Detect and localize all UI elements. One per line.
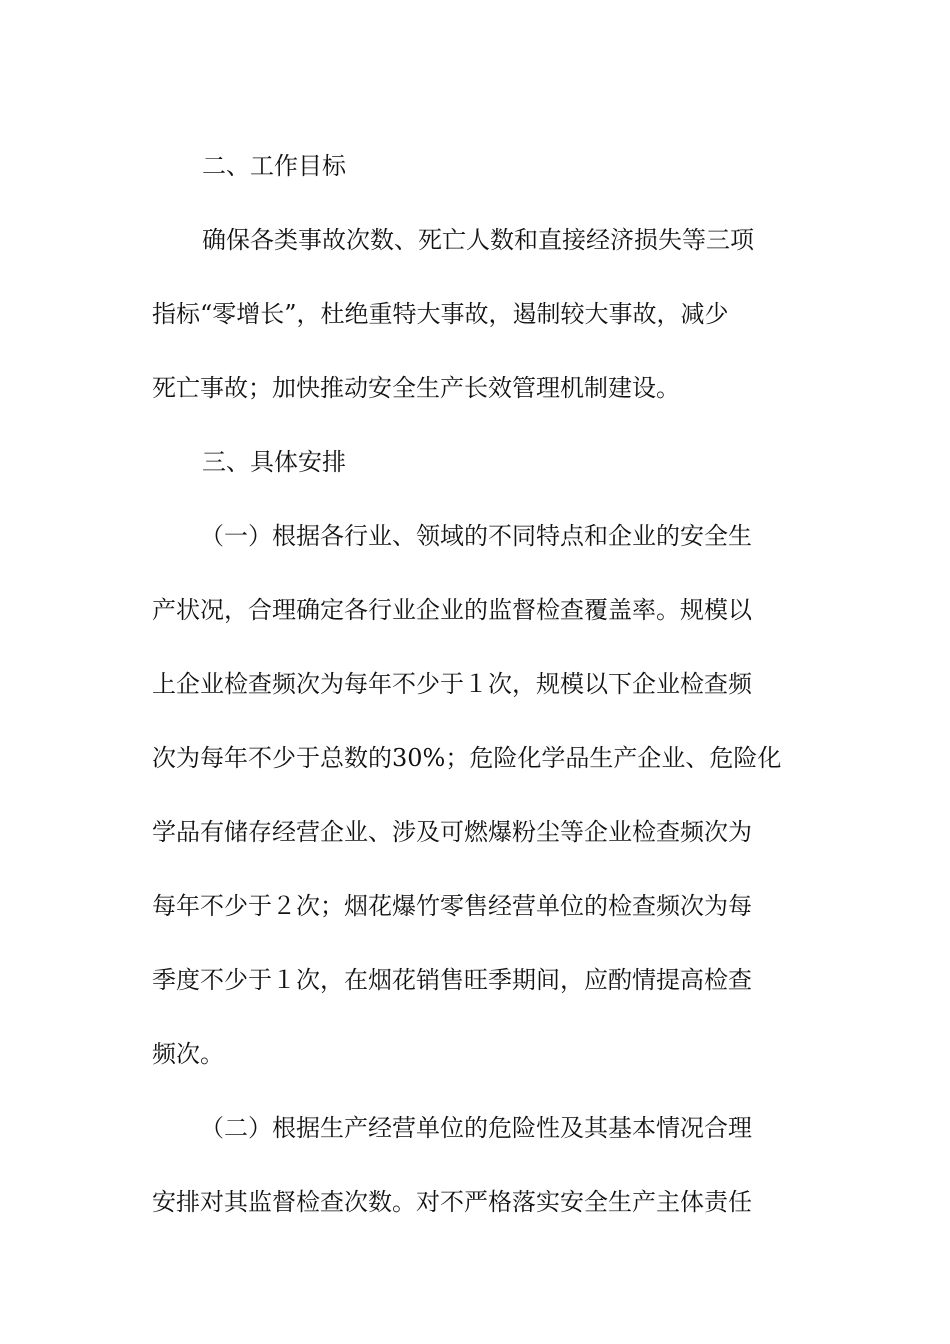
document-body (152, 129, 812, 1239)
paragraph-line: 确保各类事故次数、死亡人数和直接经济损失等三项 (202, 226, 754, 254)
section-heading-specific-arrangements: 三、具体安排 (202, 448, 346, 476)
paragraph-line: 频次。 (152, 1040, 224, 1068)
paragraph-line: （一）根据各行业、领域的不同特点和企业的安全生 (200, 522, 752, 550)
paragraph-line: 每年不少于２次；烟花爆竹零售经营单位的检查频次为每 (152, 892, 752, 920)
paragraph-line: 次为每年不少于总数的30%；危险化学品生产企业、危险化 (152, 744, 782, 772)
section-heading-work-goals: 二、工作目标 (202, 152, 346, 180)
paragraph-line: （二）根据生产经营单位的危险性及其基本情况合理 (200, 1114, 752, 1142)
paragraph-line: 死亡事故；加快推动安全生产长效管理机制建设。 (152, 374, 680, 402)
paragraph-line: 指标“零增长”，杜绝重特大事故，遏制较大事故，减少 (152, 300, 729, 328)
paragraph-line: 安排对其监督检查次数。对不严格落实安全生产主体责任 (152, 1188, 752, 1216)
paragraph-line: 上企业检查频次为每年不少于１次，规模以下企业检查频 (152, 670, 752, 698)
paragraph-line: 产状况，合理确定各行业企业的监督检查覆盖率。规模以 (152, 596, 752, 624)
paragraph-line: 学品有储存经营企业、涉及可燃爆粉尘等企业检查频次为 (152, 818, 752, 846)
paragraph-line: 季度不少于１次，在烟花销售旺季期间，应酌情提高检查 (152, 966, 752, 994)
